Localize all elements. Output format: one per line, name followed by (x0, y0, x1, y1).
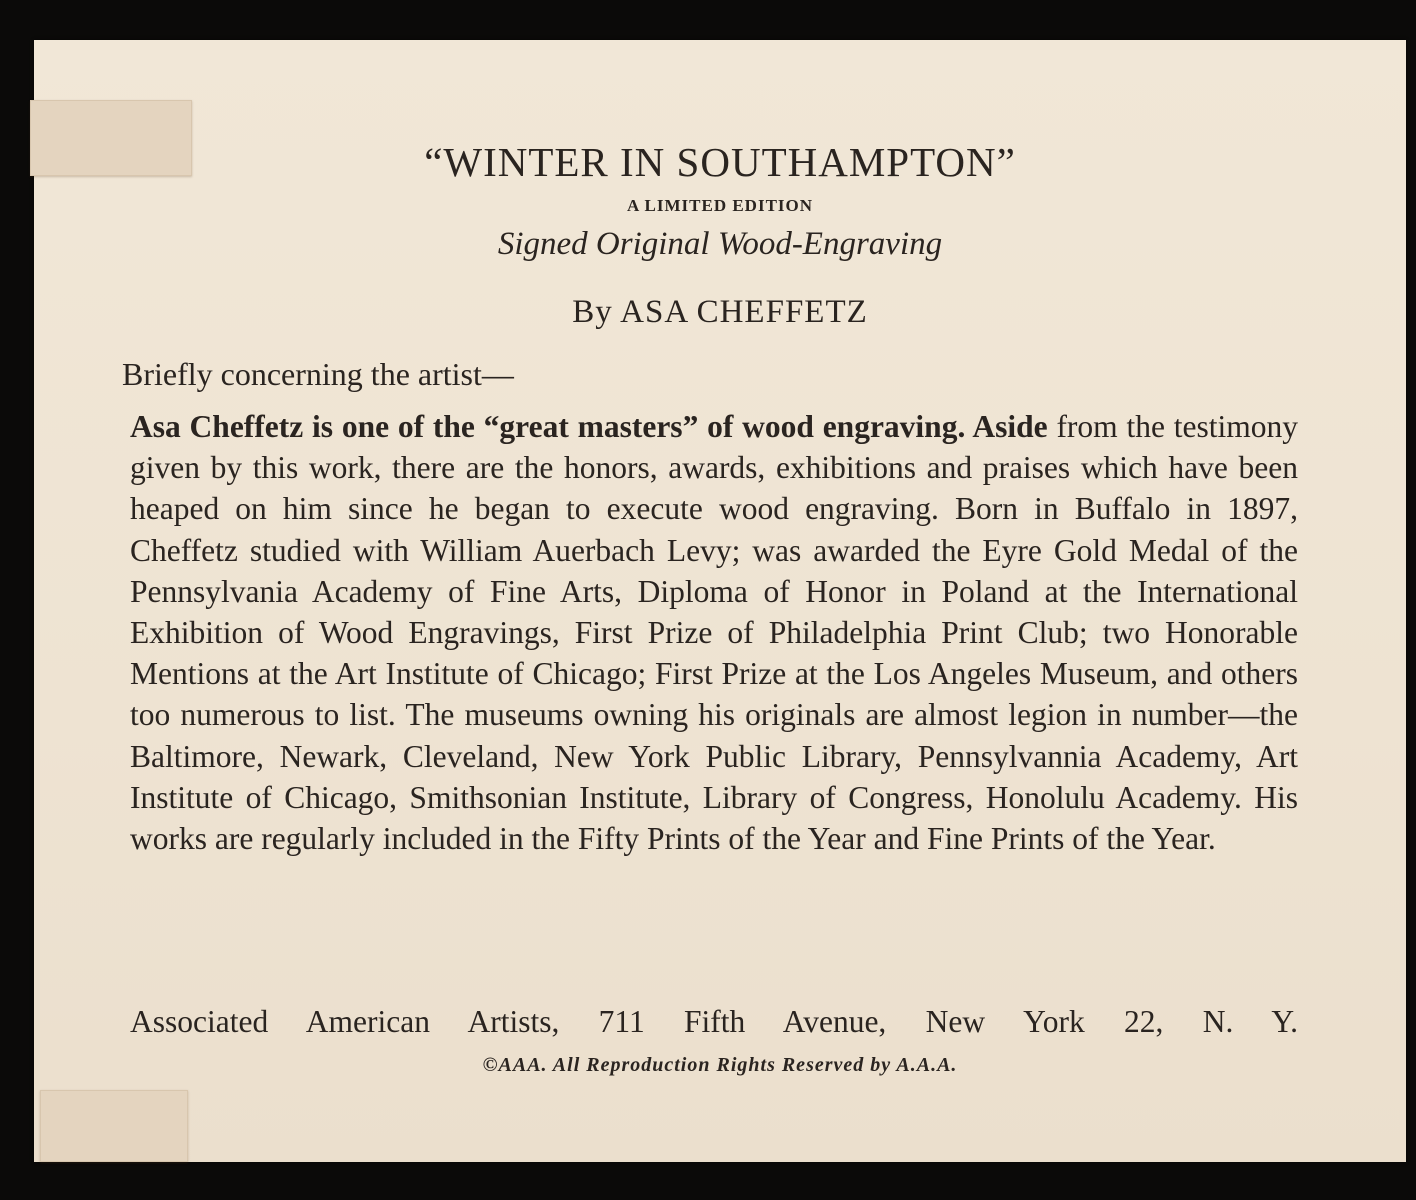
card-subtitle: Signed Original Wood-Engraving (497, 226, 943, 262)
publisher-address: Associated American Artists, 711 Fifth Avenue, New York 22, N. Y. (130, 1004, 1298, 1039)
tape-strip-bottom (40, 1090, 188, 1162)
intro-line: Briefly concerning the artist— (122, 356, 514, 392)
card-title: “WINTER IN SOUTHAMPTON” (424, 139, 1016, 185)
biography-text: from the testimony given by this work, there are the honors, awards, exhibitions and praises which have been heaped on him since he began to execute wood engraving. Born in Buffalo in 1897, Cheffetz studied with William Auerbach Levy; was awarded the Eyre Gold Medal of the Pennsylvania Academy of Fine Arts, Diploma of Honor in Poland at the International Exhibition of Wood Engravings, First Prize of Philadelphia Print Club; two Honorable Mentions at the Art Institute of Chicago; First Prize at the Los Angeles Museum, and others too numerous to list. The museums owning his originals are almost legion in number—the Baltimore, Newark, Cleveland, New York Public Library, Pennsylvannia Academy, Art Institute of Chicago, Smithsonian Institute, Library of Congress, Honolulu Academy. His works are regularly included in the Fifty Prints of the Year and Fine Prints of the Year. (130, 409, 1298, 857)
catalog-card (34, 40, 1406, 1162)
artist-byline: By ASA CHEFFETZ (572, 294, 868, 330)
biography-lead: Asa Cheffetz is one of the “great masters” of wood engraving. Aside (130, 409, 1048, 444)
artist-biography (130, 406, 1298, 859)
edition-label: A LIMITED EDITION (626, 196, 814, 215)
copyright-notice: ©AAA. All Reproduction Rights Reserved by A.A.A. (482, 1054, 958, 1076)
